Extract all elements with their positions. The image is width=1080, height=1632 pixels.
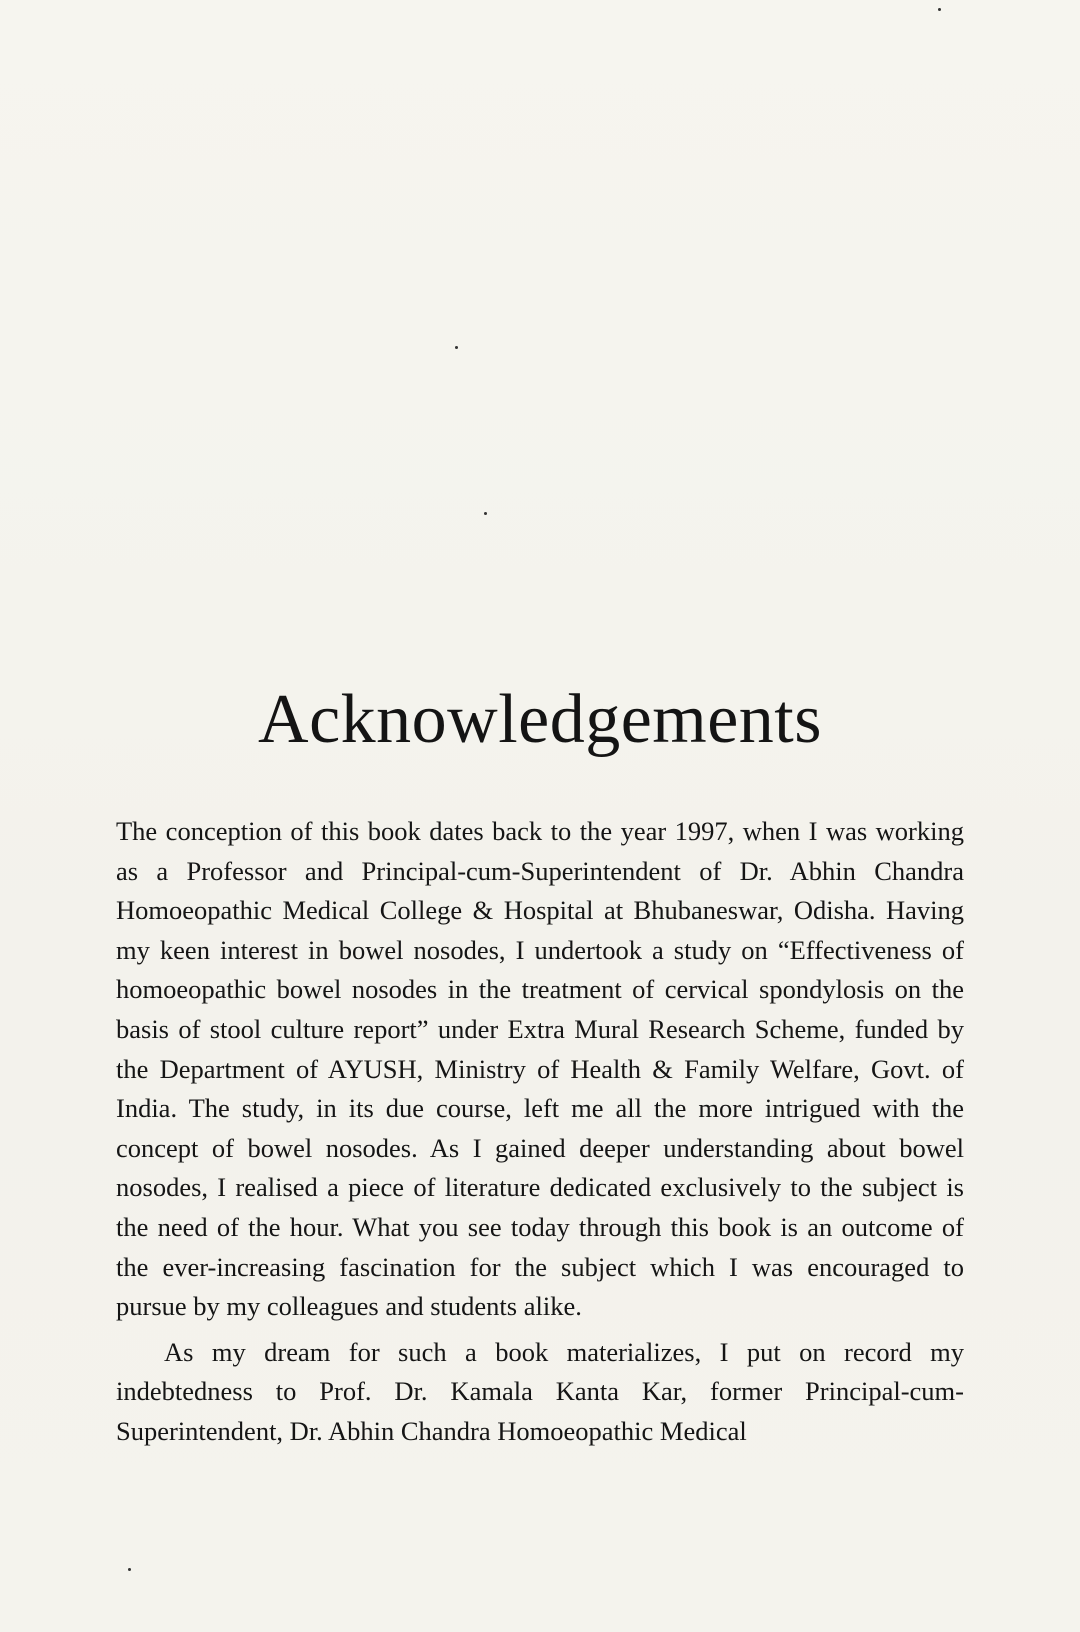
- dust-speck: [455, 346, 458, 349]
- dust-speck: [484, 512, 487, 515]
- dust-speck: [938, 8, 941, 11]
- body-text: [116, 812, 964, 1452]
- paragraph-1: The conception of this book dates back to the year 1997, when I was working as a Professor and Principal-cum-Superintendent of Dr. Abhin Chandra Homoeopathic Medical College & Hospital at Bhubaneswar, Odisha. Having my keen interest in bowel nosodes, I undertook a study on “Effectiveness of homoeopathic bowel nosodes in the treatment of cervical spondylosis on the basis of stool culture report” under Extra Mural Research Scheme, funded by the Department of AYUSH, Ministry of Health & Family Welfare, Govt. of India. The study, in its due course, left me all the more intrigued with the concept of bowel nosodes. As I gained deeper understanding about bowel nosodes, I realised a piece of literature dedicated exclusively to the subject is the need of the hour. What you see today through this book is an outcome of the ever-increasing fascination for the subject which I was encouraged to pursue by my colleagues and students alike.: [116, 816, 964, 1322]
- paragraph-2: As my dream for such a book materializes, I put on record my indebtedness to Prof. Dr. Kamala Kanta Kar, former Principal-cum-Superintendent, Dr. Abhin Chandra Homoeopathic Medical: [116, 1336, 964, 1446]
- page-heading: Acknowledgements: [258, 681, 822, 758]
- dust-speck: [128, 1568, 131, 1571]
